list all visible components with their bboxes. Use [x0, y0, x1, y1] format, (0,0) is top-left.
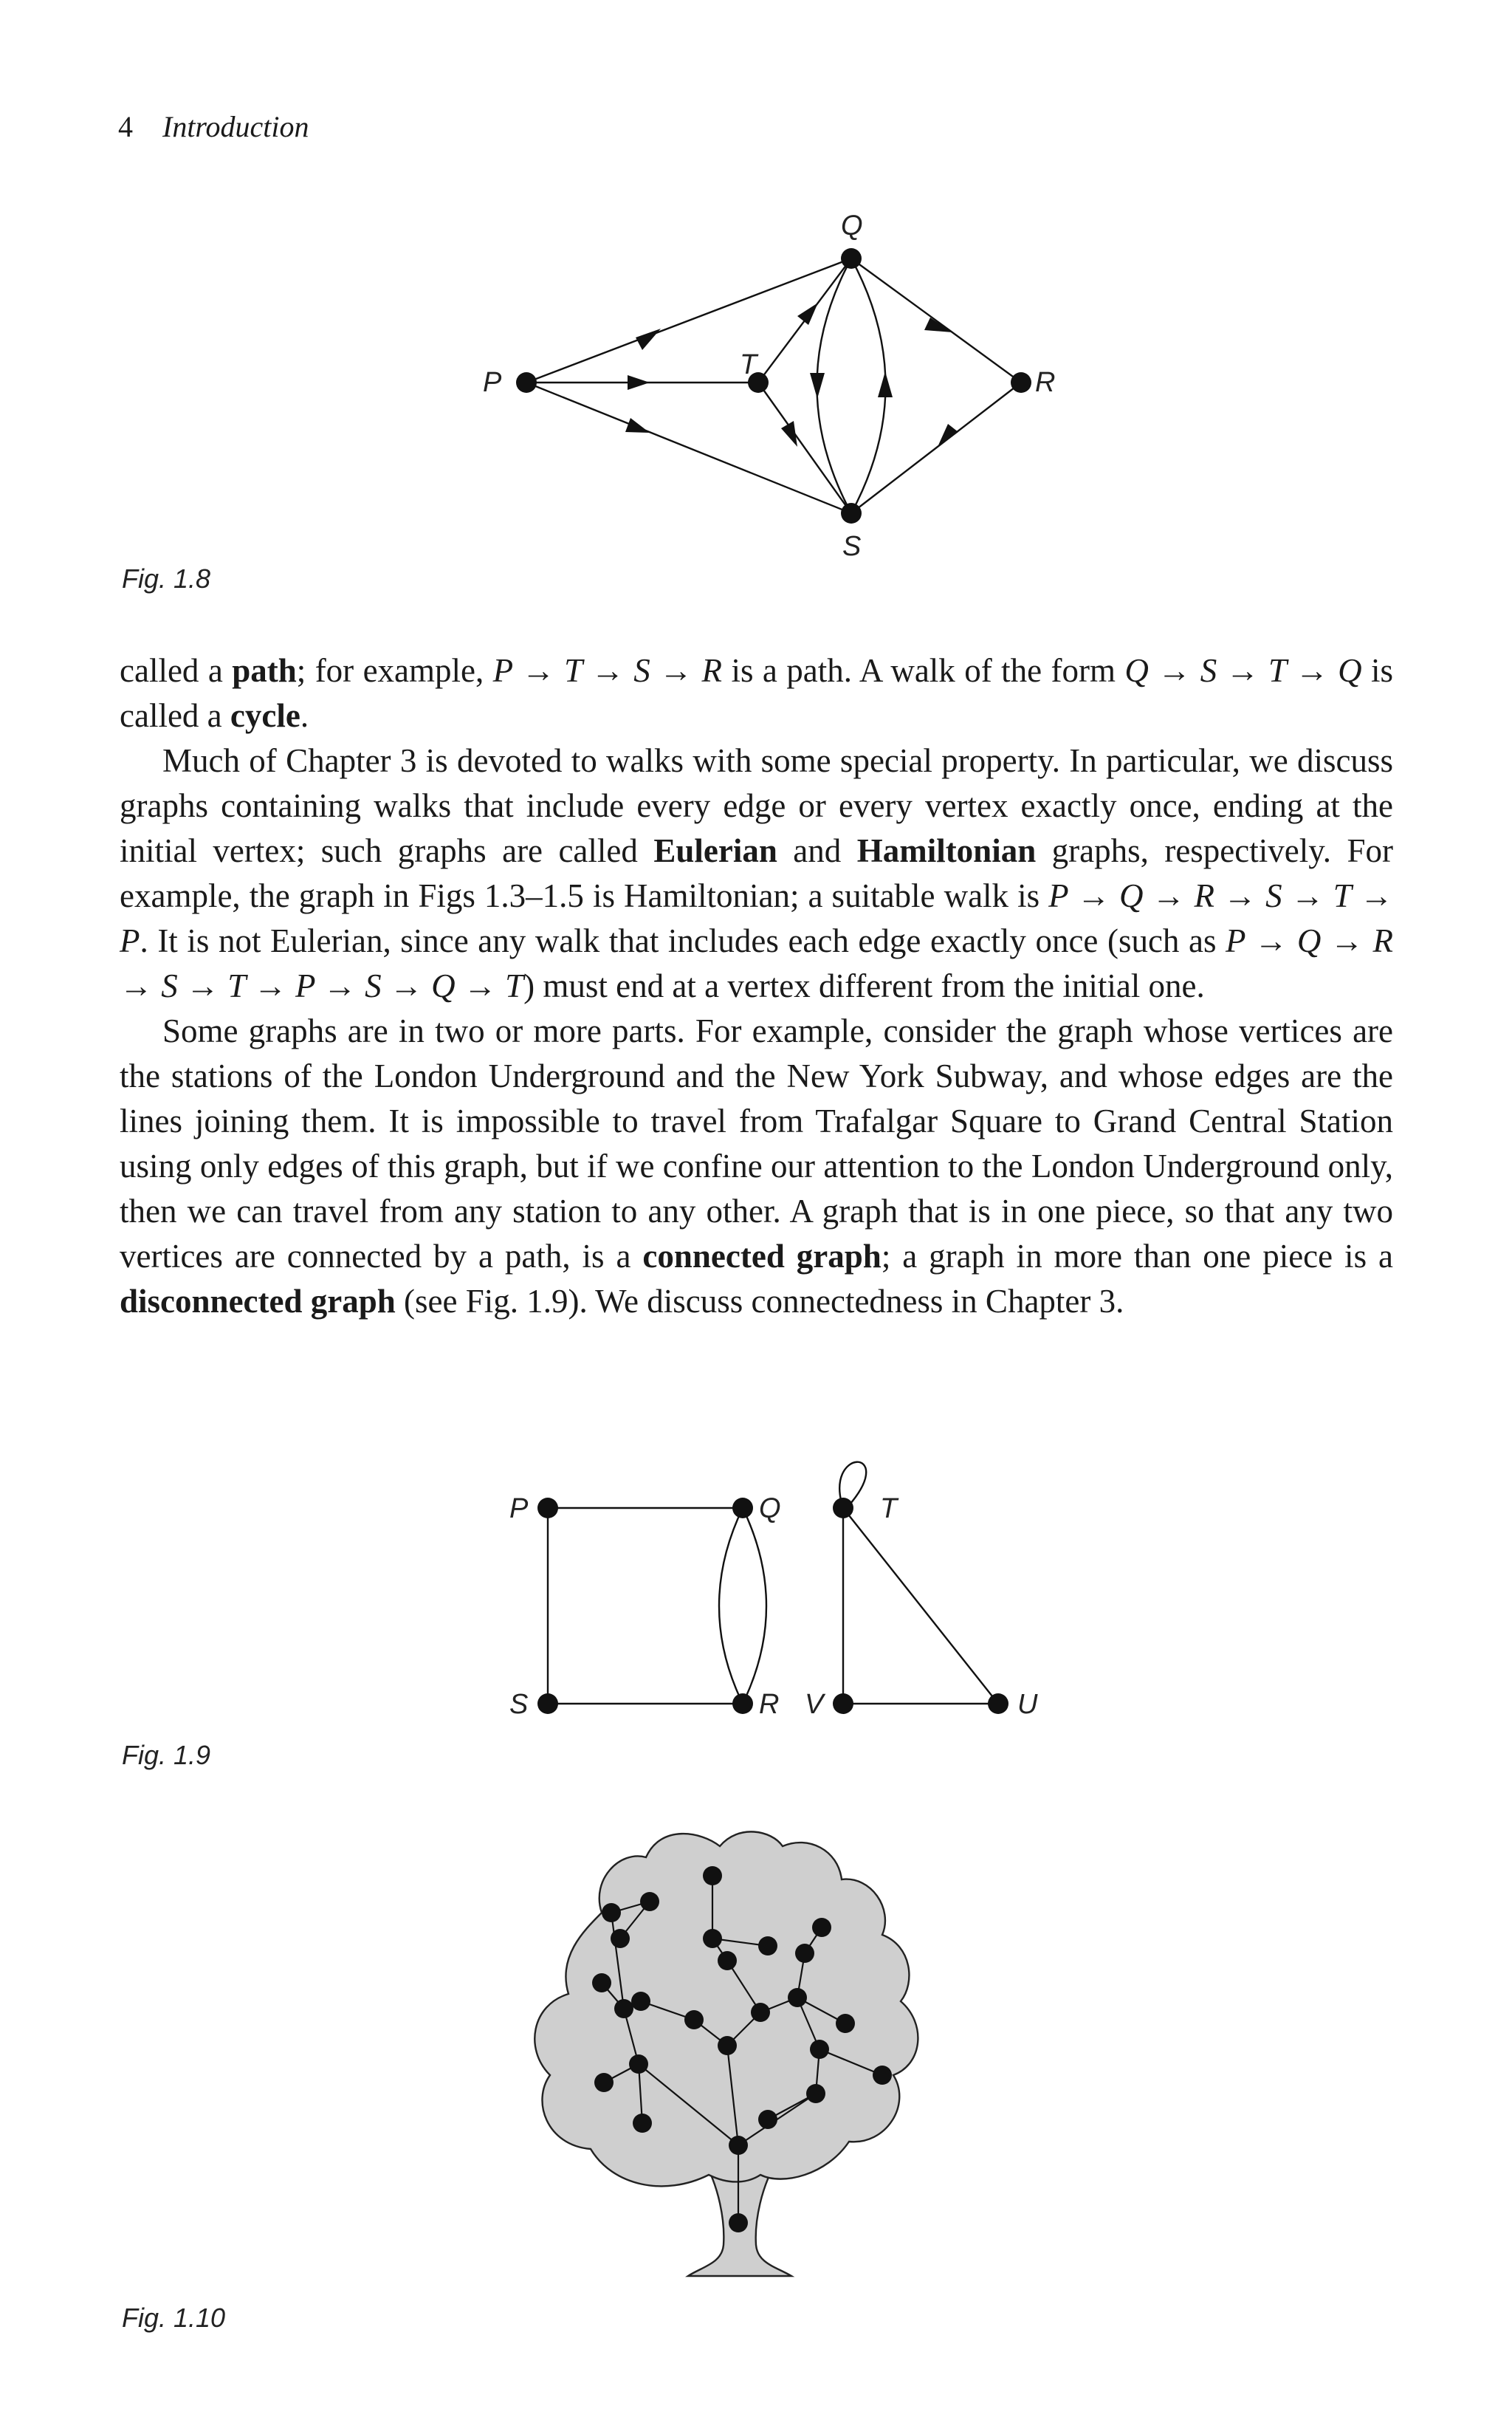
- tree-vertex: [873, 2066, 892, 2085]
- tree-vertex: [592, 1973, 611, 1992]
- tree-vertex: [703, 1866, 722, 1885]
- tree-vertex: [594, 2073, 614, 2092]
- tree-vertex: [795, 1944, 814, 1963]
- tree-vertex: [836, 2014, 855, 2033]
- tree-vertex: [602, 1903, 621, 1922]
- tree-vertex: [812, 1918, 831, 1937]
- tree-vertex: [633, 2114, 652, 2133]
- tree-vertex: [758, 2110, 777, 2129]
- running-title: Introduction: [162, 110, 309, 143]
- tree-crown: [535, 1831, 918, 2186]
- tree-vertex: [729, 2213, 748, 2232]
- vertex-label-u: U: [1017, 1689, 1038, 1720]
- vertex-label-r: R: [759, 1689, 780, 1720]
- vertex-label-t: T: [740, 349, 757, 380]
- tree-vertex: [631, 1992, 650, 2011]
- vertex-label-q: Q: [841, 210, 863, 241]
- figure-caption-1-10: Fig. 1.10: [122, 2303, 226, 2333]
- vertex-label-q: Q: [759, 1493, 781, 1524]
- paragraph: Some graphs are in two or more parts. For example, consider the graph whose vertices are the stations of the London Underground and the New York Subway, and whose edges are the lines joining them. It is impossible to travel from Trafalgar Square to Grand Central Station using only edges of this graph, but if we confine our attention to the London Underground only, then we can travel from any station to any other. A graph that is in one piece, so that any two vertices are connected by a path, is a connected graph; a graph in more than one piece is a disconnected graph (see Fig. 1.9). We discuss connectedness in Chapter 3.: [120, 1012, 1393, 1320]
- paragraph: Much of Chapter 3 is devoted to walks with some special property. In particular, we discuss graphs containing walks that include every edge or every vertex exactly once, ending at the initial vertex; such graphs are called Eulerian and Hamiltonian graphs, respectively. For example, the graph in Figs 1.3–1.5 is Hamiltonian; a suitable walk is P → Q → R → S → T → P. It is not Eulerian, since any walk that includes each edge exactly once (such as P → Q → R → S → T → P → S → Q → T) must end at a vertex different from the initial one.: [120, 742, 1394, 1004]
- tree-vertex: [614, 1999, 633, 2018]
- vertex-label-t: T: [880, 1493, 898, 1524]
- tree-vertex: [611, 1929, 630, 1948]
- tree-vertex: [684, 2010, 704, 2029]
- vertex-label-r: R: [1035, 367, 1056, 398]
- figure-caption-1-8: Fig. 1.8: [122, 563, 211, 594]
- vertex-label-v: V: [805, 1689, 824, 1720]
- tree-vertex: [810, 2040, 829, 2059]
- tree-vertex: [788, 1988, 807, 2007]
- vertex-label-p: P: [483, 367, 502, 398]
- figure-caption-1-9: Fig. 1.9: [122, 1740, 211, 1770]
- vertex-label-s: S: [509, 1689, 529, 1720]
- tree-vertex: [729, 2136, 748, 2155]
- paragraph: called a path; for example, P → T → S → R is a path. A walk of the form Q → S → T → Q is called a cycle.: [120, 652, 1394, 734]
- tree-vertex: [718, 2036, 737, 2055]
- tree-vertex: [758, 1936, 777, 1955]
- tree-vertex: [718, 1951, 737, 1970]
- vertex-label-p: P: [509, 1493, 529, 1524]
- tree-vertex: [629, 2054, 648, 2074]
- page-number: 4: [118, 110, 133, 143]
- tree-vertex: [751, 2003, 770, 2022]
- tree-vertex: [806, 2084, 825, 2103]
- tree-vertex: [703, 1929, 722, 1948]
- vertex-label-s: S: [842, 531, 862, 562]
- tree-vertex: [640, 1892, 659, 1911]
